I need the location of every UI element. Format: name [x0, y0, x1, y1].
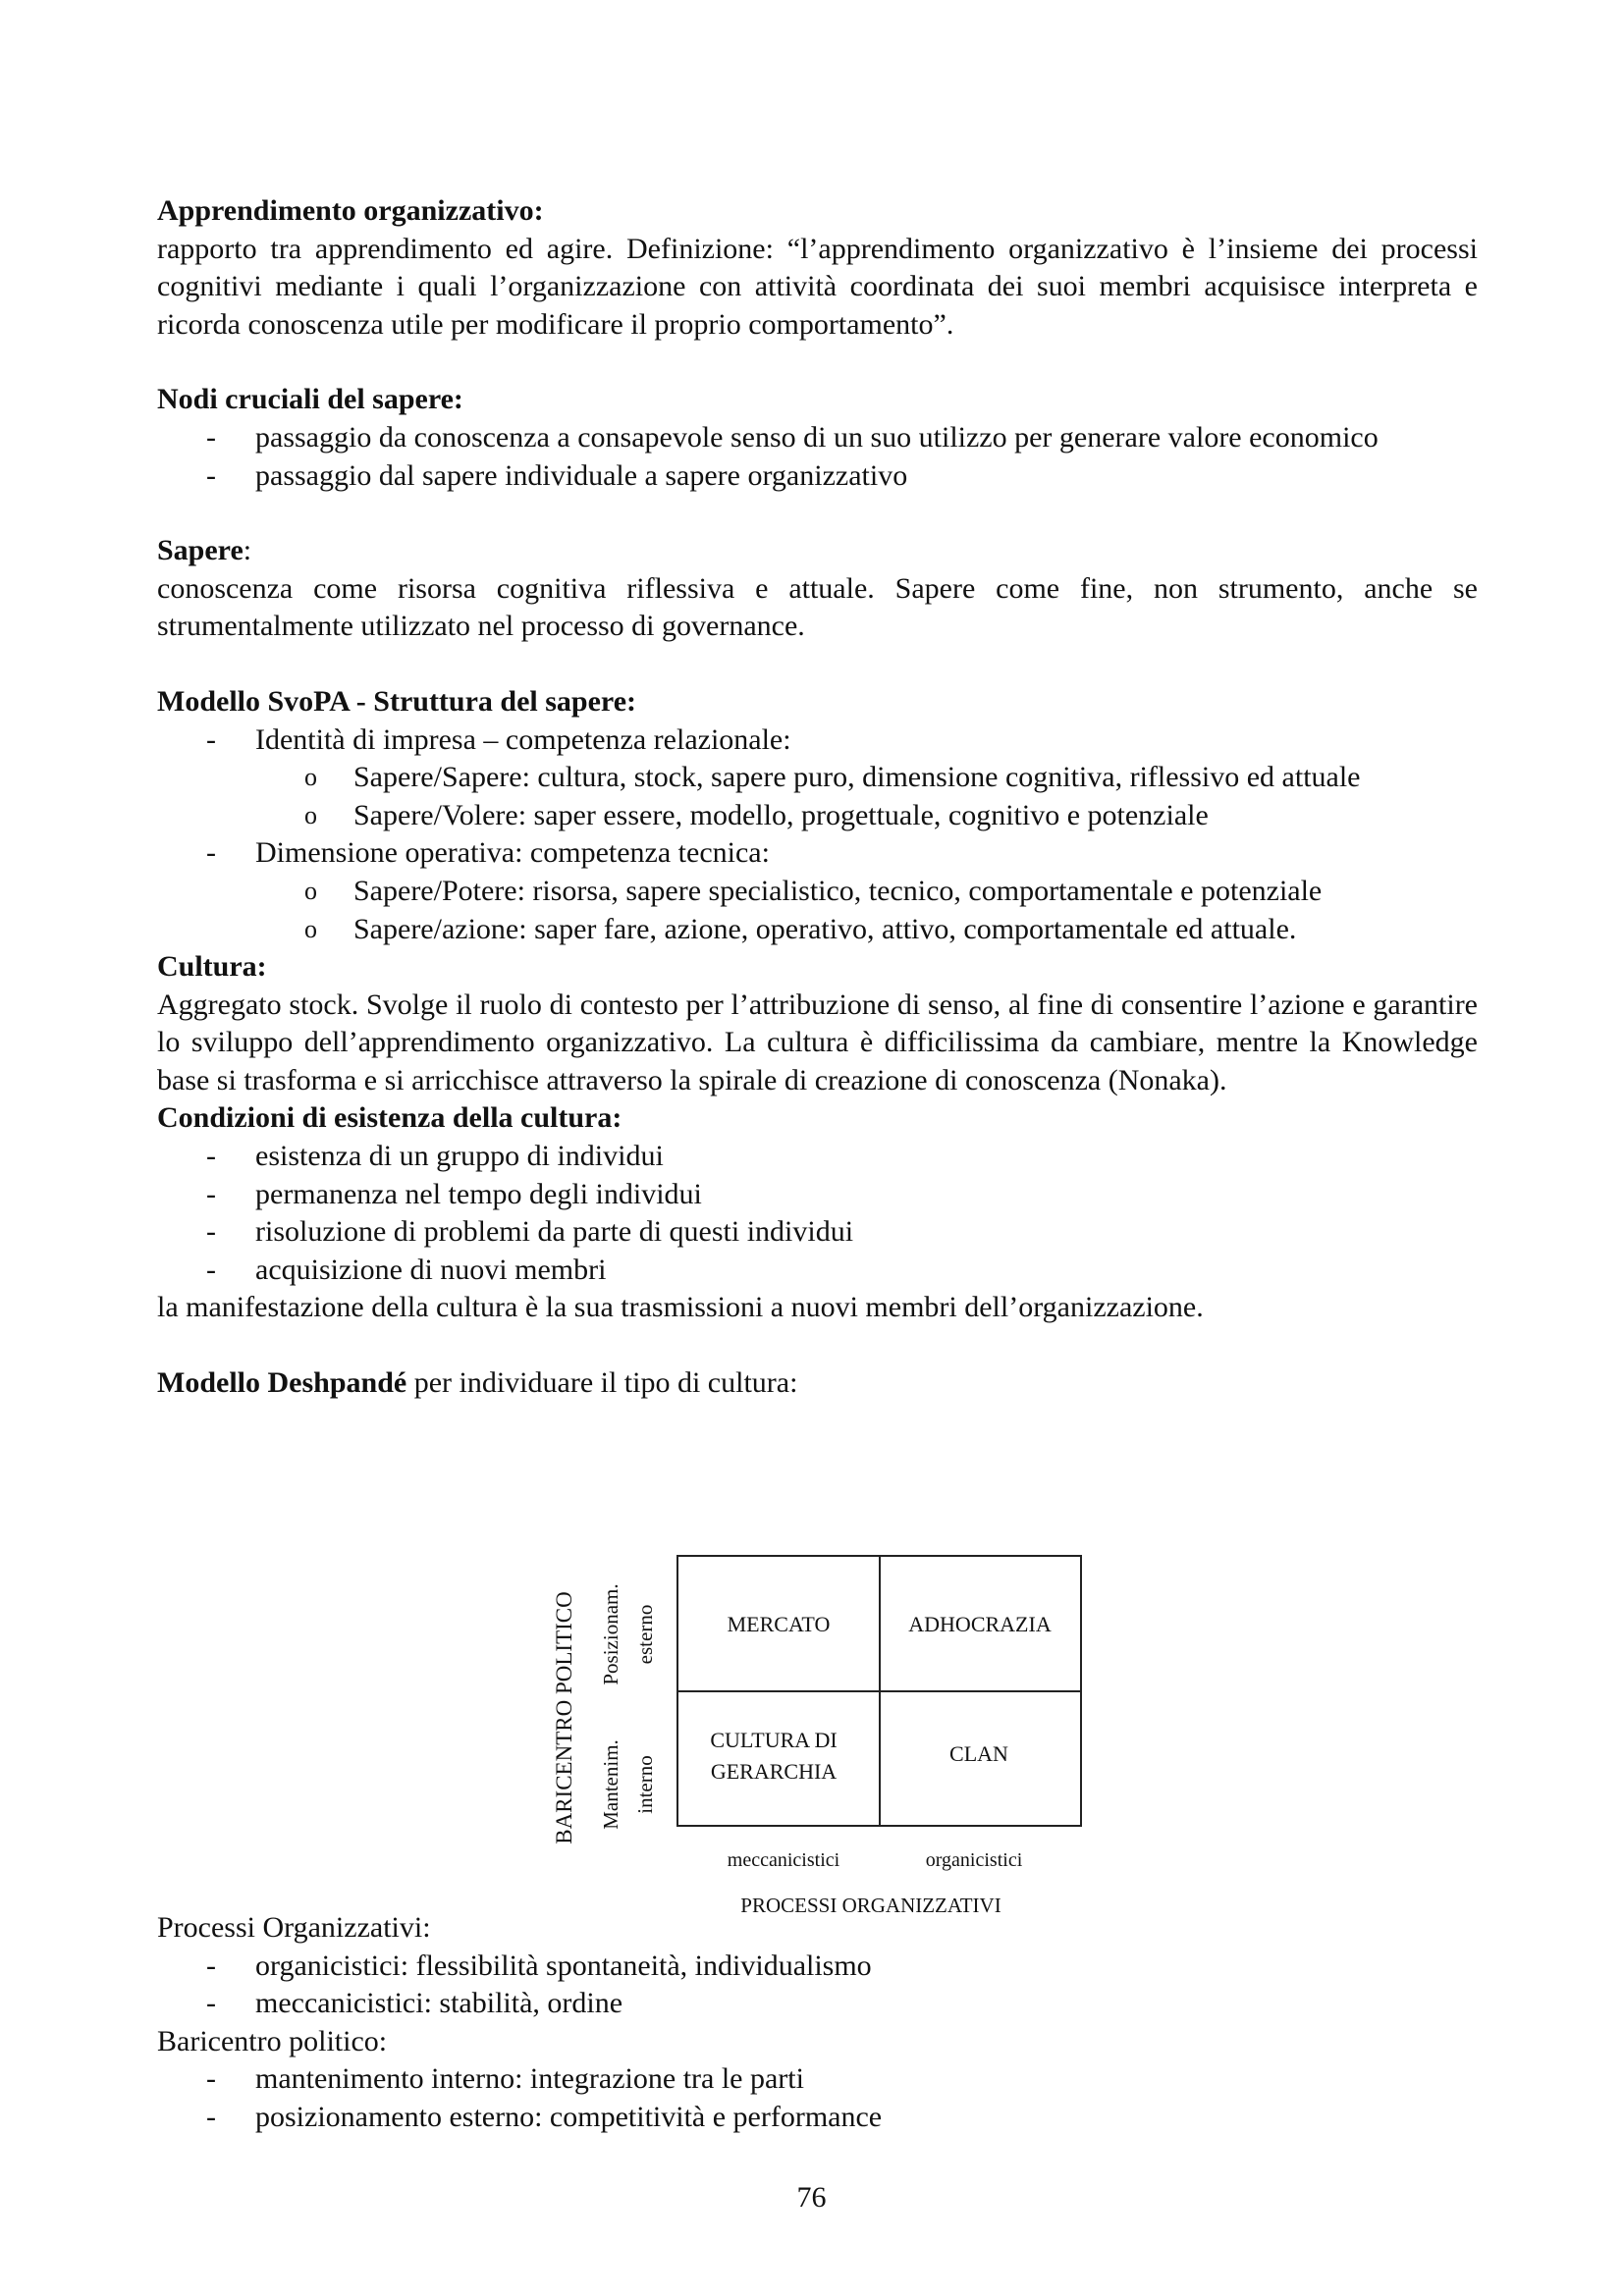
list-item-text: esistenza di un gruppo di individui	[255, 1140, 664, 1173]
paragraph-sapere: conoscenza come risorsa cognitiva riflessiva e attuale. Sapere come fine, non strumento, anche se strumentalmente utilizzato nel processo di governance.	[157, 571, 1478, 643]
dash-bullet: -	[206, 836, 216, 870]
list-item-text: acquisizione di nuovi membri	[255, 1253, 607, 1286]
dash-bullet: -	[206, 420, 216, 454]
dash-bullet: -	[206, 2100, 216, 2133]
dash-bullet: -	[206, 1949, 216, 1982]
cell-clan: CLAN	[949, 1741, 1008, 1766]
cell-adhocrazia: ADHOCRAZIA	[908, 1612, 1052, 1636]
paragraph-cultura: Aggregato stock. Svolge il ruolo di contesto per l’attribuzione di senso, al fine di consentire l’azione e garantire lo sviluppo dell’apprendimento organizzativo. La cultura è difficilissima da cambiare, mentre la Knowledge base si trasforma e si arricchisce attraverso la spirale di creazione di conoscenza (Nonaka).	[157, 988, 1478, 1096]
sub-list-item-text: Sapere/azione: saper fare, azione, operativo, attivo, comportamentale ed attuale.	[353, 912, 1297, 945]
list-item-text: mantenimento interno: integrazione tra le parti	[255, 2062, 804, 2096]
heading-deshpande-rest: per individuare il tipo di cultura:	[406, 1366, 798, 1400]
list-item	[157, 2060, 1478, 2099]
y-axis-title: BARICENTRO POLITICO	[552, 1591, 576, 1844]
heading-processi: Processi Organizzativi:	[157, 1911, 431, 1944]
heading-condizioni: Condizioni di esistenza della cultura:	[157, 1101, 622, 1135]
dash-bullet: -	[206, 458, 216, 492]
page-body	[157, 192, 1478, 1403]
list-item	[157, 2099, 1478, 2137]
circle-bullet: o	[304, 800, 317, 829]
heading-sapere-line	[157, 532, 1478, 570]
list-item	[157, 1252, 1478, 1290]
list-item	[157, 419, 1478, 457]
list-item	[157, 1138, 1478, 1176]
dash-bullet: -	[206, 1987, 216, 2020]
dash-bullet: -	[206, 1215, 216, 1249]
list-item-text: organicistici: flessibilità spontaneità, individualismo	[255, 1949, 872, 1982]
page-body-bottom	[157, 1909, 1478, 2137]
list-item-text: passaggio dal sapere individuale a sapere organizzativo	[255, 458, 908, 492]
list-item	[157, 1985, 1478, 2023]
heading-baricentro: Baricentro politico:	[157, 2024, 388, 2057]
sub-list-item	[157, 759, 1478, 797]
heading-nodi: Nodi cruciali del sapere:	[157, 383, 463, 416]
paragraph-apprendimento: rapporto tra apprendimento ed agire. Definizione: “l’apprendimento organizzativo è l’insieme dei processi cognitivi mediante i quali l’organizzazione con attività coordinata dei suoi membri acquisisce interpreta e ricorda conoscenza utile per modificare il proprio comportamento”.	[157, 232, 1478, 341]
sub-list-item	[157, 797, 1478, 835]
cell-mercato: MERCATO	[727, 1612, 831, 1636]
dash-bullet: -	[206, 1140, 216, 1173]
list-item	[157, 1213, 1478, 1252]
y-bottom-label-2: interno	[633, 1755, 657, 1814]
heading-deshpande-line	[157, 1364, 1478, 1403]
heading-cultura: Cultura:	[157, 950, 267, 984]
sub-list-item	[157, 873, 1478, 911]
x-label-left: meccanicistici	[727, 1849, 840, 1871]
dash-bullet: -	[206, 722, 216, 756]
circle-bullet: o	[304, 914, 317, 943]
heading-apprendimento: Apprendimento organizzativo:	[157, 194, 544, 227]
dash-bullet: -	[206, 1177, 216, 1210]
cell-cultura-di: CULTURA DI	[710, 1728, 838, 1752]
y-bottom-label-1: Mantenim.	[599, 1739, 622, 1830]
heading-deshpande: Modello Deshpandé	[157, 1366, 407, 1400]
circle-bullet: o	[304, 876, 317, 905]
paragraph-manifestazione: la manifestazione della cultura è la sua trasmissioni a nuovi membri dell’organizzazione.	[157, 1291, 1204, 1324]
list-item	[157, 1948, 1478, 1986]
heading-sapere-colon: :	[243, 534, 252, 567]
list-item-text: risoluzione di problemi da parte di questi individui	[255, 1215, 854, 1249]
heading-svopa: Modello SvoPA - Struttura del sapere:	[157, 684, 637, 718]
sub-list-item-text: Sapere/Potere: risorsa, sapere specialistico, tecnico, comportamentale e potenziale	[353, 874, 1323, 907]
sub-list-item-text: Sapere/Volere: saper essere, modello, progettuale, cognitivo e potenziale	[353, 798, 1209, 831]
sub-list-item	[157, 911, 1478, 949]
list-item	[157, 1176, 1478, 1214]
page-number: 76	[796, 2181, 827, 2214]
x-axis-title: PROCESSI ORGANIZZATIVI	[740, 1894, 1001, 1917]
list-item-text: posizionamento esterno: competitività e performance	[255, 2100, 883, 2133]
list-item	[157, 457, 1478, 496]
deshpande-diagram	[550, 1551, 1100, 1934]
circle-bullet: o	[304, 763, 317, 792]
x-label-right: organicistici	[925, 1849, 1023, 1871]
list-item-text: permanenza nel tempo degli individui	[255, 1177, 702, 1210]
y-top-label-1: Posizionam.	[599, 1583, 622, 1685]
sub-list-item-text: Sapere/Sapere: cultura, stock, sapere puro, dimensione cognitiva, riflessivo ed attuale	[353, 761, 1361, 794]
list-item-text: Identità di impresa – competenza relazionale:	[255, 722, 791, 756]
dash-bullet: -	[206, 2062, 216, 2096]
cell-gerarchia: GERARCHIA	[710, 1759, 838, 1784]
list-item-text: meccanicistici: stabilità, ordine	[255, 1987, 623, 2020]
dash-bullet: -	[206, 1253, 216, 1286]
heading-sapere: Sapere	[157, 534, 243, 567]
y-top-label-2: esterno	[633, 1604, 657, 1665]
list-item-text: Dimensione operativa: competenza tecnica:	[255, 836, 770, 870]
list-item-text: passaggio da conoscenza a consapevole senso di un suo utilizzo per generare valore economico	[255, 420, 1379, 454]
list-item	[157, 834, 1478, 873]
list-item	[157, 721, 1478, 760]
